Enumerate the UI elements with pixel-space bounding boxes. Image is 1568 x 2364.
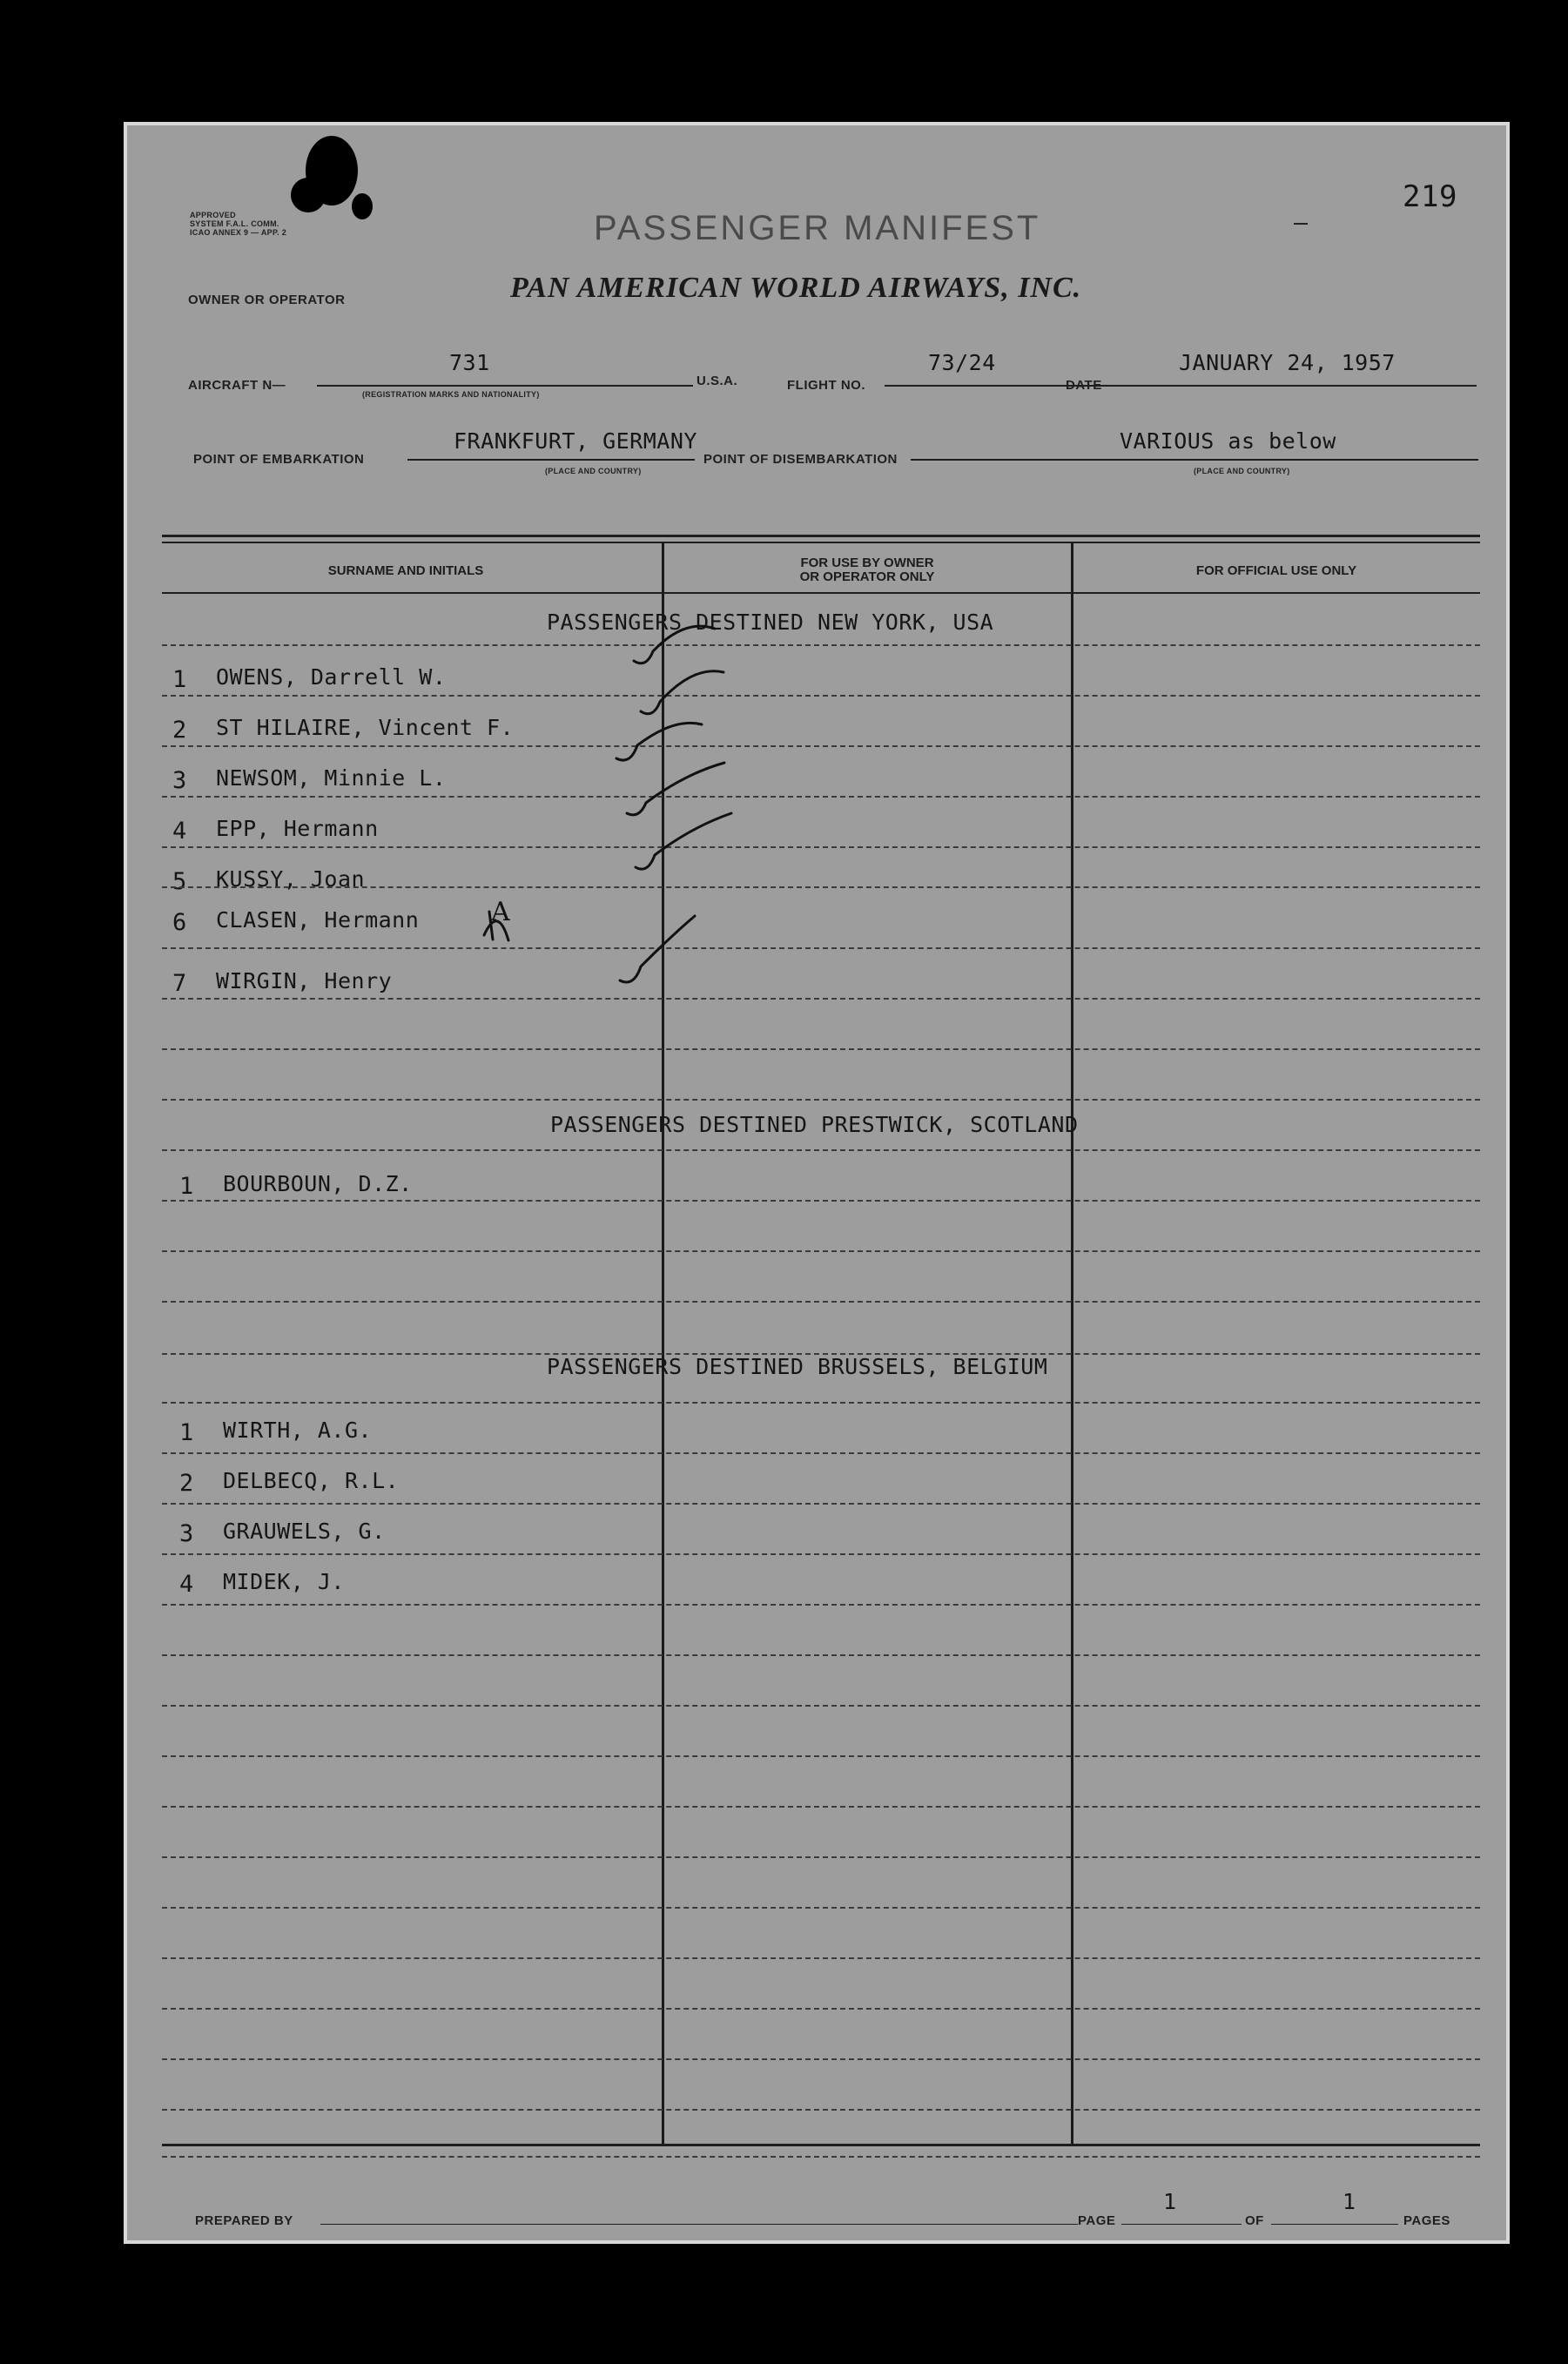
row-number: 2: [172, 717, 187, 744]
aircraft-sub-label: (REGISTRATION MARKS AND NATIONALITY): [362, 390, 540, 399]
date-value: JANUARY 24, 1957: [1179, 350, 1396, 375]
aircraft-label: AIRCRAFT N—: [188, 378, 286, 393]
group-heading: PASSENGERS DESTINED PRESTWICK, SCOTLAND: [550, 1112, 1079, 1137]
row-rule: [162, 886, 1480, 888]
row-number: 5: [172, 868, 187, 895]
column-divider: [662, 542, 664, 2144]
row-rule: [162, 644, 1480, 646]
flight-label: FLIGHT NO.: [787, 378, 865, 393]
row-number: 4: [172, 818, 187, 845]
disembark-value: VARIOUS as below: [1120, 428, 1336, 454]
passenger-name: CLASEN, Hermann: [216, 907, 420, 933]
row-number: 1: [179, 1173, 194, 1200]
page-line: [1121, 2224, 1242, 2225]
prepared-by-line: [320, 2224, 1078, 2225]
header-rule: [162, 592, 1480, 594]
check-mark: [616, 723, 702, 760]
row-rule: [162, 998, 1480, 1000]
of-line: [1271, 2224, 1398, 2225]
row-rule: [162, 1452, 1480, 1454]
disembark-line: [911, 459, 1478, 461]
check-mark: [641, 671, 723, 714]
row-number: 3: [179, 1520, 194, 1547]
row-rule: [162, 745, 1480, 747]
row-rule: [162, 1755, 1480, 1757]
row-number: 4: [179, 1571, 194, 1598]
row-rule: [162, 1806, 1480, 1808]
prepared-by-label: PREPARED BY: [195, 2213, 293, 2228]
page-value: 1: [1163, 2189, 1177, 2214]
group-heading: PASSENGERS DESTINED NEW YORK, USA: [547, 610, 994, 635]
row-rule: [162, 1604, 1480, 1606]
row-rule: [162, 1301, 1480, 1303]
row-number: 2: [179, 1470, 194, 1497]
date-line: [1111, 385, 1477, 387]
row-rule: [162, 1250, 1480, 1252]
owner-use-header: FOR USE BY OWNER OR OPERATOR ONLY: [799, 556, 935, 584]
check-mark: [636, 813, 731, 869]
row-rule: [162, 1402, 1480, 1404]
flight-value: 73/24: [928, 350, 996, 375]
row-rule: [162, 1907, 1480, 1909]
embark-value: FRANKFURT, GERMANY: [454, 428, 697, 454]
embark-sub-label: (PLACE AND COUNTRY): [545, 467, 642, 475]
passenger-name: KUSSY, Joan: [216, 866, 366, 892]
table-top-rule: [162, 535, 1480, 537]
passenger-name: WIRGIN, Henry: [216, 968, 393, 993]
disembark-label: POINT OF DISEMBARKATION: [703, 452, 898, 467]
row-rule: [162, 1099, 1480, 1101]
row-rule: [162, 1705, 1480, 1707]
row-rule: [162, 796, 1480, 798]
table-top-rule: [162, 542, 1480, 543]
row-rule: [162, 846, 1480, 848]
passenger-name: GRAUWELS, G.: [223, 1519, 386, 1544]
table-bottom-rule: [162, 2144, 1480, 2146]
page-label: PAGE: [1078, 2213, 1116, 2228]
aircraft-value: 731: [449, 350, 490, 375]
tick-mark: [1294, 223, 1308, 225]
row-number: 7: [172, 970, 187, 997]
row-number: 6: [172, 909, 187, 936]
row-rule: [162, 2109, 1480, 2111]
row-rule: [162, 695, 1480, 697]
check-mark: [620, 916, 695, 982]
passenger-name: DELBECQ, R.L.: [223, 1468, 400, 1493]
row-rule: [162, 1048, 1480, 1050]
row-rule: [162, 1503, 1480, 1505]
manifest-sheet: [124, 122, 1510, 2244]
embark-line: [407, 459, 695, 461]
column-divider: [1071, 542, 1073, 2144]
row-number: 3: [172, 767, 187, 794]
of-value: 1: [1343, 2189, 1356, 2214]
passenger-name: OWENS, Darrell W.: [216, 664, 447, 690]
passenger-name: BOURBOUN, D.Z.: [223, 1171, 413, 1196]
embark-label: POINT OF EMBARKATION: [193, 452, 365, 467]
page-number: 219: [1403, 179, 1457, 214]
check-mark: [627, 763, 724, 815]
group-heading: PASSENGERS DESTINED BRUSSELS, BELGIUM: [547, 1354, 1048, 1379]
passenger-name: WIRTH, A.G.: [223, 1418, 373, 1443]
owner-value: PAN AMERICAN WORLD AIRWAYS, INC.: [510, 272, 1082, 304]
ink-blot: [291, 178, 326, 212]
row-rule: [162, 2008, 1480, 2010]
row-rule: [162, 1553, 1480, 1555]
row-rule: [162, 1957, 1480, 1959]
page-title: PASSENGER MANIFEST: [594, 209, 1041, 247]
aircraft-line: [317, 385, 693, 387]
disembark-sub-label: (PLACE AND COUNTRY): [1194, 467, 1290, 475]
row-rule: [162, 1856, 1480, 1858]
row-rule: [162, 1654, 1480, 1656]
owner-label: OWNER OR OPERATOR: [188, 293, 346, 307]
pages-label: PAGES: [1403, 2213, 1450, 2228]
official-use-header: FOR OFFICIAL USE ONLY: [1195, 563, 1357, 578]
usa-label: U.S.A.: [697, 374, 738, 388]
date-label: DATE: [1066, 378, 1102, 393]
of-label: OF: [1245, 2213, 1264, 2228]
row-rule: [162, 947, 1480, 949]
passenger-name: MIDEK, J.: [223, 1569, 345, 1594]
row-number: 1: [179, 1419, 194, 1446]
handwritten-mark: A: [491, 897, 510, 927]
passenger-name: NEWSOM, Minnie L.: [216, 765, 447, 791]
passenger-name: ST HILAIRE, Vincent F.: [216, 715, 515, 740]
row-rule: [162, 1149, 1480, 1151]
row-number: 1: [172, 666, 187, 693]
row-rule: [162, 1353, 1480, 1355]
surname-header: SURNAME AND INITIALS: [327, 563, 484, 578]
row-rule: [162, 2058, 1480, 2060]
approval-stamp: APPROVED SYSTEM F.A.L. COMM. ICAO ANNEX 9 — APP. 2: [190, 211, 286, 237]
passenger-name: EPP, Hermann: [216, 816, 379, 841]
ink-blot: [352, 193, 373, 219]
row-rule: [162, 1200, 1480, 1202]
table-bottom-rule: [162, 2156, 1480, 2158]
